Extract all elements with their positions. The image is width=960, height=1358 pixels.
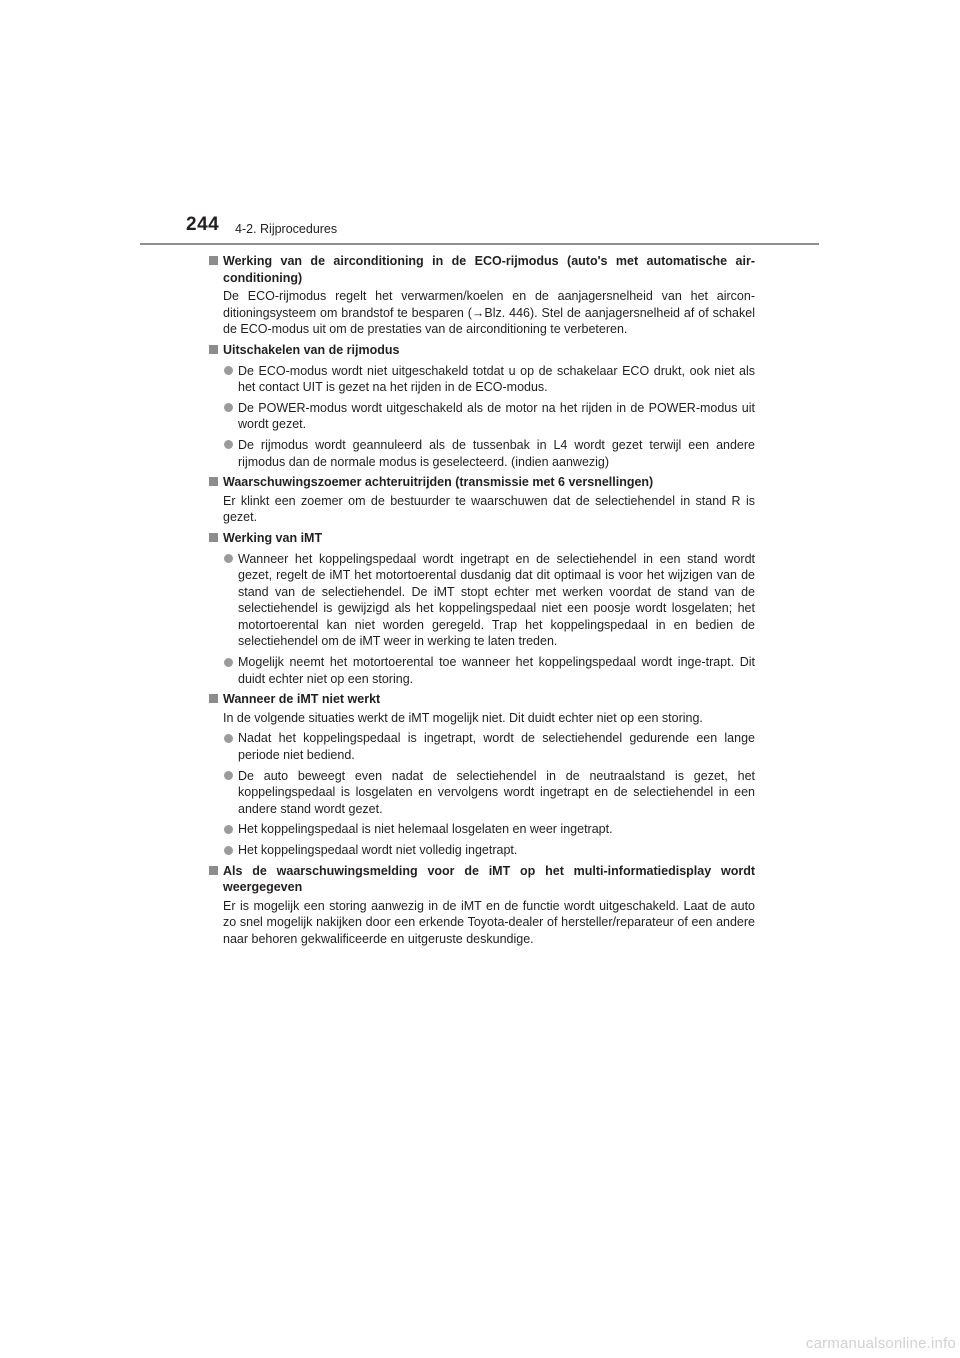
header-divider (140, 243, 819, 245)
circle-bullet-icon (224, 771, 233, 780)
square-bullet-icon (209, 345, 218, 354)
list-item (223, 730, 755, 763)
circle-bullet-icon (224, 825, 233, 834)
page-content (209, 253, 755, 952)
section-heading (209, 691, 755, 708)
watermark: carmanualsonline.info (805, 1335, 956, 1352)
square-bullet-icon (209, 477, 218, 486)
list-item-text: Wanneer het koppelingspedaal wordt ingetrapt en de selectiehendel in een stand wordt gezet, regelt de iMT het motortoerental dusdanig dat dit optimaal is voor het wijzigen van de stand van de selectiehendel. De iMT stopt echter met werken voordat de stand van de selectiehendel is gewijzigd als het koppelingspedaal niet een poosje wordt losgelaten; het motortoerental kan niet worden geregeld. Trap het koppelingspedaal in en bedien de selectiehendel om de iMT weer in werking te laten treden. (238, 551, 755, 649)
square-bullet-icon (209, 256, 218, 265)
section-eco-airco (209, 253, 755, 338)
list-item (223, 551, 755, 651)
list-item-text: Mogelijk neemt het motortoerental toe wanneer het koppelingspedaal wordt inge-trapt. Dit duidt echter niet op een storing. (238, 655, 755, 686)
section-heading (209, 863, 755, 896)
section-imt-operation (209, 530, 755, 687)
list-item (223, 768, 755, 818)
section-paragraph: In de volgende situaties werkt de iMT mogelijk niet. Dit duidt echter niet op een storing. (223, 710, 703, 725)
list-item (223, 400, 755, 433)
square-bullet-icon (209, 533, 218, 542)
list-item (223, 842, 755, 859)
section-heading (209, 253, 755, 286)
heading-text: Als de waarschuwingsmelding voor de iMT op het multi-informatiedisplay wordt weergegeven (223, 863, 755, 895)
circle-bullet-icon (224, 658, 233, 667)
list-item (223, 437, 755, 470)
section-reverse-buzzer (209, 474, 755, 526)
square-bullet-icon (209, 694, 218, 703)
list-item-text: De auto beweegt even nadat de selectiehendel in de neutraalstand is gezet, het koppelingspedaal is losgelaten en vervolgens wordt ingetrapt en de selectiehendel in een andere stand wordt gezet. (238, 768, 755, 816)
list-item-text: De ECO-modus wordt niet uitgeschakeld totdat u op de schakelaar ECO drukt, ook niet als het contact UIT is gezet na het rijden in de ECO-modus. (238, 363, 755, 395)
page-number: 244 (186, 214, 220, 235)
list-item-text: Nadat het koppelingspedaal is ingetrapt, wordt de selectiehendel gedurende een lange periode niet bediend. (238, 731, 755, 763)
section-label: 4-2. Rijprocedures (235, 222, 338, 236)
section-heading (209, 342, 755, 359)
section-imt-warning (209, 863, 755, 948)
list-item-text: Het koppelingspedaal wordt niet volledig ingetrapt. (238, 843, 518, 857)
section-heading (209, 474, 755, 491)
heading-text: Werking van de airconditioning in de ECO-rijmodus (auto's met automatische air-conditioning) (223, 254, 755, 285)
circle-bullet-icon (224, 554, 233, 563)
list-item-text: De POWER-modus wordt uitgeschakeld als de motor na het rijden in de POWER-modus uit wordt gezet. (238, 400, 755, 432)
circle-bullet-icon (224, 366, 233, 375)
heading-text: Werking van iMT (223, 530, 323, 545)
section-paragraph: Er is mogelijk een storing aanwezig in de iMT en de functie wordt uitgeschakeld. Laat de auto zo snel mogelijk nakijken door een erkende Toyota-dealer of hersteller/reparateur of een andere naar behoren gekwalificeerde en uitgeruste deskundige. (223, 898, 755, 946)
heading-text: Waarschuwingszoemer achteruitrijden (transmissie met 6 versnellingen) (223, 475, 654, 490)
section-paragraph: De ECO-rijmodus regelt het verwarmen/koelen en de aanjagersnelheid van het aircon-ditioningsysteem om brandstof te besparen (→Blz. 446). Stel de aanjagersnelheid af of schakel de ECO-modus uit om de prestaties van de airconditioning te verbeteren. (223, 289, 755, 337)
circle-bullet-icon (224, 734, 233, 743)
list-item (223, 821, 755, 838)
list-item (223, 654, 755, 687)
list-item-text: Het koppelingspedaal is niet helemaal losgelaten en weer ingetrapt. (238, 822, 613, 837)
section-drive-mode-off (209, 342, 755, 470)
heading-text: Uitschakelen van de rijmodus (223, 342, 400, 357)
section-heading (209, 530, 755, 547)
section-imt-not-working (209, 691, 755, 858)
circle-bullet-icon (224, 440, 233, 449)
circle-bullet-icon (224, 403, 233, 412)
list-item-text: De rijmodus wordt geannuleerd als de tussenbak in L4 wordt gezet terwijl een andere rijmodus dan de normale modus is geselecteerd. (indien aanwezig) (238, 437, 755, 469)
section-paragraph: Er klinkt een zoemer om de bestuurder te waarschuwen dat de selectiehendel in stand R is gezet. (223, 493, 755, 525)
heading-text: Wanneer de iMT niet werkt (223, 692, 381, 707)
square-bullet-icon (209, 866, 218, 875)
circle-bullet-icon (224, 846, 233, 855)
list-item (223, 363, 755, 396)
